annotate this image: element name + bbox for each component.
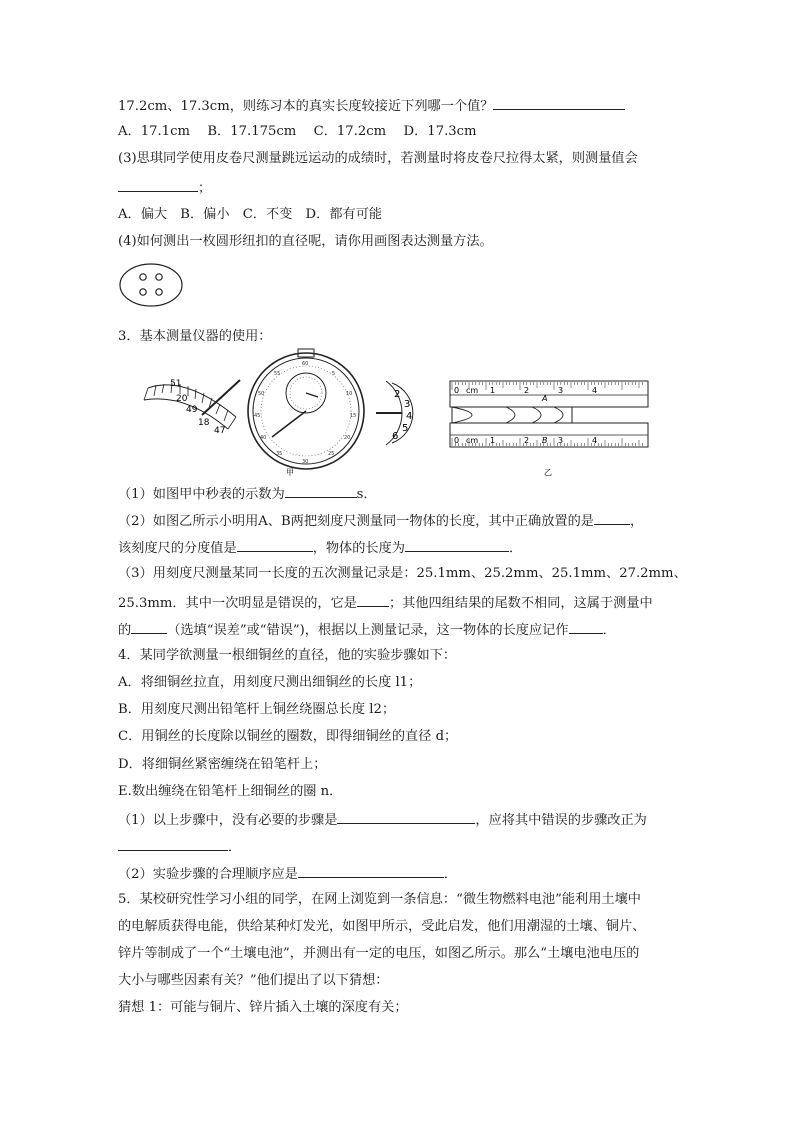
text: ． [228,840,242,855]
dial-number: 20 [176,394,188,404]
question-5-line-1: 5．某校研究性学习小组的同学，在网上浏览到一条信息：“微生物燃料电池”能利用土壤中 [118,892,641,907]
question-4-step-d: D．将细铜丝紧密缠绕在铅笔杆上； [118,757,327,772]
ruler-a [450,381,648,407]
text: s． [356,487,377,502]
svg-text:50: 50 [258,391,265,397]
svg-text:5: 5 [332,371,336,377]
dial-right [376,381,413,445]
dial-number: 4 [406,411,413,422]
text: 17.2cm、17.3cm，则练习本的真实长度较接近下列哪一个值？ [118,99,494,114]
question-3-part-2-cont [118,538,522,558]
answer-blank[interactable] [405,538,509,552]
ruler-label: 2 [524,436,530,445]
question-2-part-4: (4)如何测出一枚圆形纽扣的直径呢，请你用画图表达测量方法。 [118,234,493,249]
question-3-part-3: （3）用刻度尺测量某同一长度的五次测量记录是：25.1mm、25.2mm、25.1mm、27.2mm、 [118,566,687,581]
svg-text:60: 60 [302,361,309,367]
question-3-part-3-end [118,620,616,640]
question-2-part-3: (3)思琪同学使用皮卷尺测量跳远运动的成绩时，若测量时将皮卷尺拉得太紧，则测量值会 [118,151,638,166]
answer-blank[interactable] [131,620,167,634]
text: ． [509,541,523,556]
ruler-label: 1 [490,386,496,395]
dial-number: 5 [402,423,409,434]
figure-caption-yi: 乙 [544,468,552,477]
measured-object [452,407,572,423]
svg-text:45: 45 [254,413,261,419]
question-4-part-1-cont [118,837,241,857]
text: （1）如图甲中秒表的示数为 [118,487,285,502]
question-2-options-a: A．17.1cm B．17.175cm C．17.2cm D．17.3cm [118,124,477,139]
figure-caption-jia: 甲 [286,468,294,477]
dial-number: 6 [392,431,399,442]
svg-text:25: 25 [328,451,335,457]
ruler-label: 4 [592,436,598,445]
text: ，物体的长度为 [312,541,405,556]
svg-text:40: 40 [260,435,267,441]
question-5-line-3: 锌片等制成了一个“土壤电池”，并测出有一定的电压，如图乙所示。那么“土壤电池电压的 [118,946,640,961]
question-4-title: 4．某同学欲测量一根细铜丝的直径，他的实验步骤如下： [118,648,457,663]
question-3-part-3-cont [118,593,653,613]
dial-number: 2 [394,389,401,400]
dial-number: 49 [186,405,198,415]
ruler-name: A [542,394,548,403]
dial-number: 18 [198,418,210,428]
ruler-label: 2 [524,386,530,395]
question-4-step-a: A．将细铜丝拉直，用刻度尺测出细铜丝的长度 l1； [118,675,422,690]
text: ，应将其中错误的步骤改正为 [475,813,647,828]
question-3-part-2 [118,511,643,531]
text: （2）实验步骤的合理顺序应是 [118,867,298,882]
question-4-step-e: E.数出缠绕在铅笔杆上细铜丝的圈 n． [118,784,343,799]
text: ， [629,514,644,529]
question-3-title: 3．基本测量仪器的使用： [118,329,272,344]
ruler-label: cm [466,386,479,395]
svg-text:10: 10 [346,391,353,397]
answer-blank[interactable] [298,864,444,878]
answer-blank[interactable] [118,837,228,851]
button-drawing [118,262,184,308]
answer-blank[interactable] [569,620,603,634]
text: （1）以上步骤中，没有必要的步骤是 [118,813,338,828]
dial-left [144,379,240,436]
ruler-name: B [542,436,548,445]
question-5-guess-1: 猜想 1：可能与铜片、锌片插入土壤的深度有关； [118,1000,408,1015]
dial-number: 3 [404,399,411,410]
text: ；其他四组结果的尾数不相同，这属于测量中 [389,596,653,611]
answer-blank[interactable] [594,511,630,525]
svg-text:15: 15 [350,413,357,419]
answer-blank[interactable] [285,484,357,498]
question-4-part-1 [118,810,647,830]
question-5-line-2: 的电解质获得电能，供给某种灯发光，如图甲所示，受此启发，他们用潮湿的土壤、铜片、 [118,919,646,934]
ruler-label: 3 [558,436,564,445]
text: 该刻度尺的分度值是 [118,541,237,556]
answer-blank[interactable] [493,96,625,110]
question-3-part-1 [118,484,377,504]
text: （2）如图乙所示小明用A、B两把刻度尺测量同一物体的长度，其中正确放置的是 [118,514,594,529]
dial-number: 51 [170,379,182,389]
question-2-part-3-answer [118,178,211,198]
text: （选填“误差”或“错误”)，根据以上测量记录，这一物体的长度应记作 [167,623,569,638]
svg-text:30: 30 [302,459,309,465]
svg-text:35: 35 [276,451,283,457]
question-2-line-1 [118,96,625,116]
ruler-label: 0 [454,436,460,445]
text: ； [198,181,212,196]
answer-blank[interactable] [237,538,313,552]
svg-text:55: 55 [274,371,281,377]
text: 的 [118,623,132,638]
dial-number: 47 [214,426,226,436]
svg-text:20: 20 [344,435,351,441]
text: ． [602,623,616,638]
ruler-label: cm [466,436,479,445]
question-4-step-b: B．用刻度尺测出铅笔杆上铜丝绕圈总长度 l2； [118,702,396,717]
answer-blank[interactable] [337,810,475,824]
ruler-label: 0 [454,386,460,395]
question-2-options-b: A．偏大 B．偏小 C．不变 D．都有可能 [118,207,383,222]
ruler-label: 3 [558,386,564,395]
question-4-part-2 [118,864,457,884]
question-5-line-4: 大小与哪些因素有关？”他们提出了以下猜想： [118,973,389,988]
instrument-figure [140,345,660,480]
text: ． [443,867,458,882]
ruler-b [450,423,648,447]
text: 25.3mm．其中一次明显是错误的，它是 [118,596,357,611]
answer-blank[interactable] [357,593,389,607]
question-4-step-c: C．用铜丝的长度除以铜丝的圈数，即得细铜丝的直径 d； [118,729,458,744]
answer-blank[interactable] [118,178,198,192]
ruler-label: 1 [490,436,496,445]
ruler-label: 4 [592,386,598,395]
stopwatch [248,349,364,469]
